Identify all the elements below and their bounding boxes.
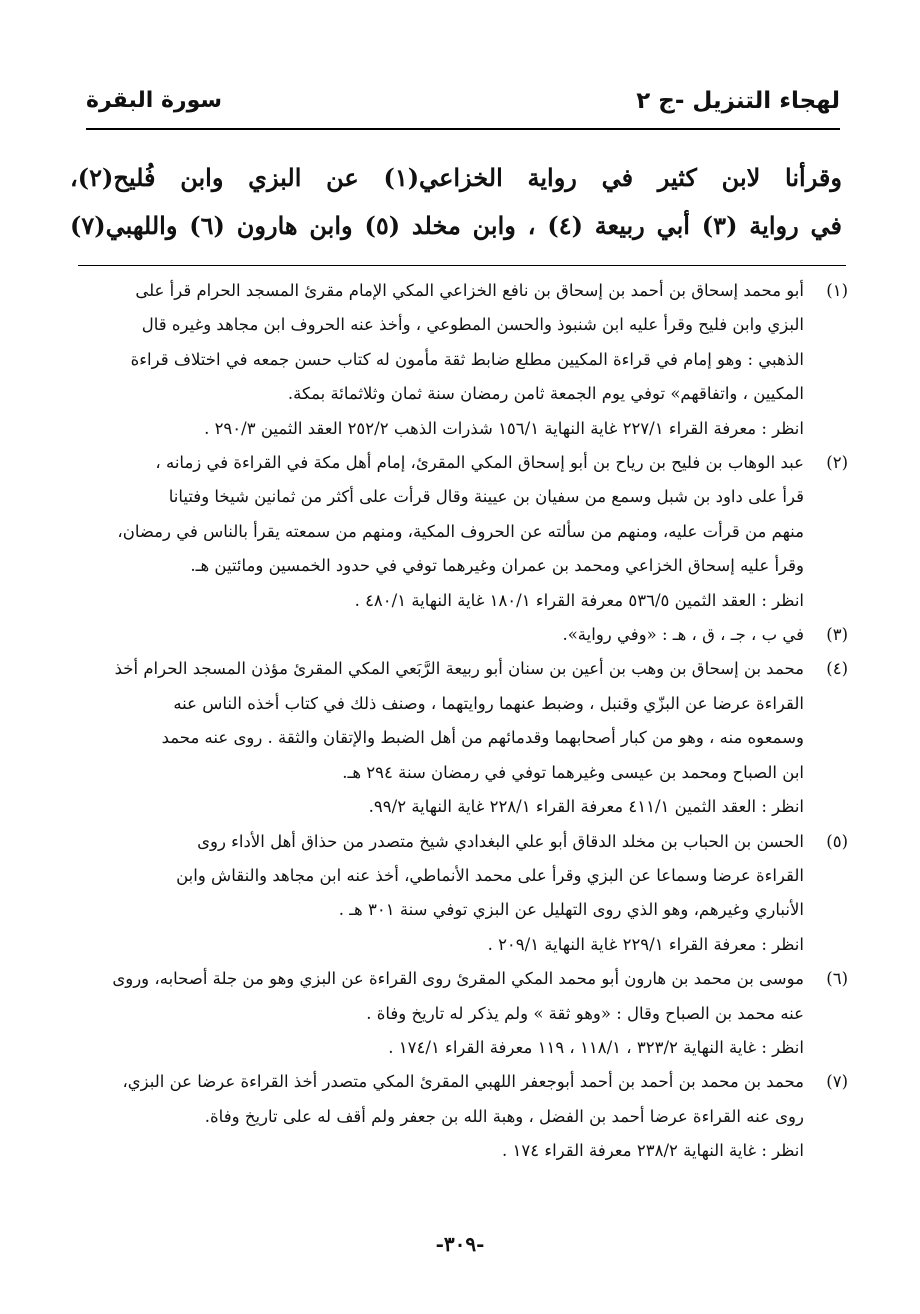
footnote-line: عبد الوهاب بن فليح بن رياح بن أبو إسحاق المكي المقرئ، إمام أهل مكة في القراءة في زمانه ، — [155, 453, 804, 473]
footnote-line: الذهبي : وهو إمام في قراءة المكيين مطلع ضابط ثقة مأمون له كتاب حسن جمعه في اختلاف قراءة — [130, 349, 804, 369]
footnote — [80, 1065, 848, 1168]
footnote-line: القراءة عرضا وسماعا عن البزي وقرأ على محمد الأنماطي، أخذ عنه ابن مجاهد والنقاش وابن — [176, 865, 804, 885]
footnote-line: موسى بن محمد بن هارون أبو محمد المكي المقرئ روى القراءة عن البزي وهو من جلة أصحابه، وروى — [112, 969, 804, 989]
footnote-text — [80, 652, 804, 824]
surah-title: سورة البقرة — [86, 88, 223, 113]
footnote-line: عنه محمد بن الصباح وقال : «وهو ثقة » ولم يذكر له تاريخ وفاة . — [366, 1003, 804, 1023]
footnote-line: وقرأ عليه إسحاق الخزاعي ومحمد بن عمران وغيرهما توفي في حدود الخمسين ومائتين هـ. — [190, 556, 804, 576]
footnote-line: انظر : معرفة القراء ٢٢٩/١ غاية النهاية ٢٠٩/١ . — [487, 934, 804, 954]
footnote-line: قرأ على داود بن شبل وسمع من سفيان بن عيينة وقال قرأت على أكثر من ثمانين شيخا وفتيانا — [168, 487, 804, 507]
footnotes — [80, 274, 848, 1169]
footnote-line: المكيين ، واتفاقهم» توفي يوم الجمعة ثامن رمضان سنة ثمان وثلاثمائة بمكة. — [287, 384, 804, 404]
running-header — [86, 84, 840, 124]
footnote-line: روى عنه القراءة عرضا أحمد بن الفضل ، وهبة الله بن جعفر ولم أقف له على تاريخ وفاة. — [204, 1106, 804, 1126]
header-rule — [86, 128, 840, 130]
footnote-line: انظر : معرفة القراء ٢٢٧/١ غاية النهاية ١٥٦/١ شذرات الذهب ٢٥٢/٢ العقد الثمين ٢٩٠/٣ . — [204, 418, 804, 438]
footnote-line: الأنباري وغيرهم، وهو الذي روى التهليل عن البزي توفي سنة ٣٠١ هـ . — [338, 900, 804, 920]
footnote — [80, 446, 848, 618]
footnote-text — [80, 618, 804, 652]
footnote-number: (٥) — [826, 831, 848, 851]
footnote — [80, 652, 848, 824]
footnote-number: (٢) — [826, 453, 848, 473]
footnote-number: (٧) — [826, 1072, 848, 1092]
footnote-line: أبو محمد إسحاق بن أحمد بن إسحاق بن نافع الخزاعي المكي الإمام مقرئ المسجد الحرام قرأ على — [135, 281, 804, 300]
footnote-text — [80, 274, 804, 446]
footnote-separator — [78, 265, 846, 266]
footnote-number: (٤) — [826, 659, 848, 679]
footnote-line: وسمعوه منه ، وهو من كبار أصحابهما وقدمائهم من أهل الضبط والإتقان والثقة . روى عنه محمد — [161, 728, 804, 748]
footnote-number: (٣) — [826, 625, 848, 645]
main-text-line: وقرأنا لابن كثير في رواية الخزاعي(١) عن البزي وابن فُليح(٢)، — [70, 163, 842, 192]
footnote — [80, 825, 848, 963]
footnote-text — [80, 1065, 804, 1168]
footnote-text — [80, 962, 804, 1065]
footnote — [80, 962, 848, 1065]
footnote-text — [80, 446, 804, 618]
footnote-line: في ب ، جـ ، ق ، هـ : «وفي رواية». — [562, 625, 804, 645]
main-text — [70, 154, 842, 250]
footnote — [80, 618, 848, 652]
footnote-line: محمد بن محمد بن أحمد بن أحمد أبوجعفر اللهبي المقرئ المكي متصدر أخذ القراءة عرضا عن البزي، — [122, 1072, 804, 1092]
footnote-line: انظر : العقد الثمين ٥٣٦/٥ معرفة القراء ١٨٠/١ غاية النهاية ٤٨٠/١ . — [354, 590, 804, 610]
footnote-line: القراءة عرضا عن البزّي وقنبل ، وضبط عنهما روايتهما ، وصنف ذلك في كتاب أخذه الناس عنه — [173, 693, 804, 713]
footnote-line: انظر : العقد الثمين ٤١١/١ معرفة القراء ٢٢٨/١ غاية النهاية ٩٩/٢. — [368, 797, 804, 817]
book-title: لهجاء التنزيل -ج ٢ — [636, 88, 840, 114]
main-text-line: في رواية (٣) أبي ربيعة (٤) ، وابن مخلد (٥) وابن هارون (٦) واللهبي(٧) — [70, 211, 843, 240]
footnote-line: منهم من قرأت عليه، ومنهم من سألته عن الحروف المكية، ومنهم من سمعته يقرأ بالناس في رمضان، — [117, 521, 804, 541]
footnote-text — [80, 825, 804, 963]
footnote-line: ابن الصباح ومحمد بن عيسى وغيرهما توفي في رمضان سنة ٢٩٤ هـ. — [342, 762, 804, 782]
footnote — [80, 274, 848, 446]
footnote-number: (٦) — [826, 969, 848, 989]
footnote-line: انظر : غاية النهاية ٣٢٣/٢ ، ١١٨/١ ، ١١٩ معرفة القراء ١٧٤/١ . — [388, 1037, 804, 1057]
footnote-line: البزي وابن فليح وقرأ عليه ابن شنبوذ والحسن المطوعي ، وأخذ عنه الحروف ابن مجاهد وغيره قال — [141, 315, 804, 335]
footnote-line: انظر : غاية النهاية ٢٣٨/٢ معرفة القراء ١٧٤ . — [501, 1141, 804, 1161]
footnote-line: الحسن بن الحباب بن مخلد الدقاق أبو علي البغدادي شيخ متصدر من حذاق أهل الأداء روى — [197, 831, 804, 851]
page-number: -٣٠٩- — [435, 1232, 485, 1256]
footnote-line: محمد بن إسحاق بن وهب بن أعين بن سنان أبو ربيعة الرَّبَعي المكي المقرئ مؤذن المسجد الحرام أخذ — [114, 659, 804, 679]
footnote-number: (١) — [826, 281, 848, 300]
